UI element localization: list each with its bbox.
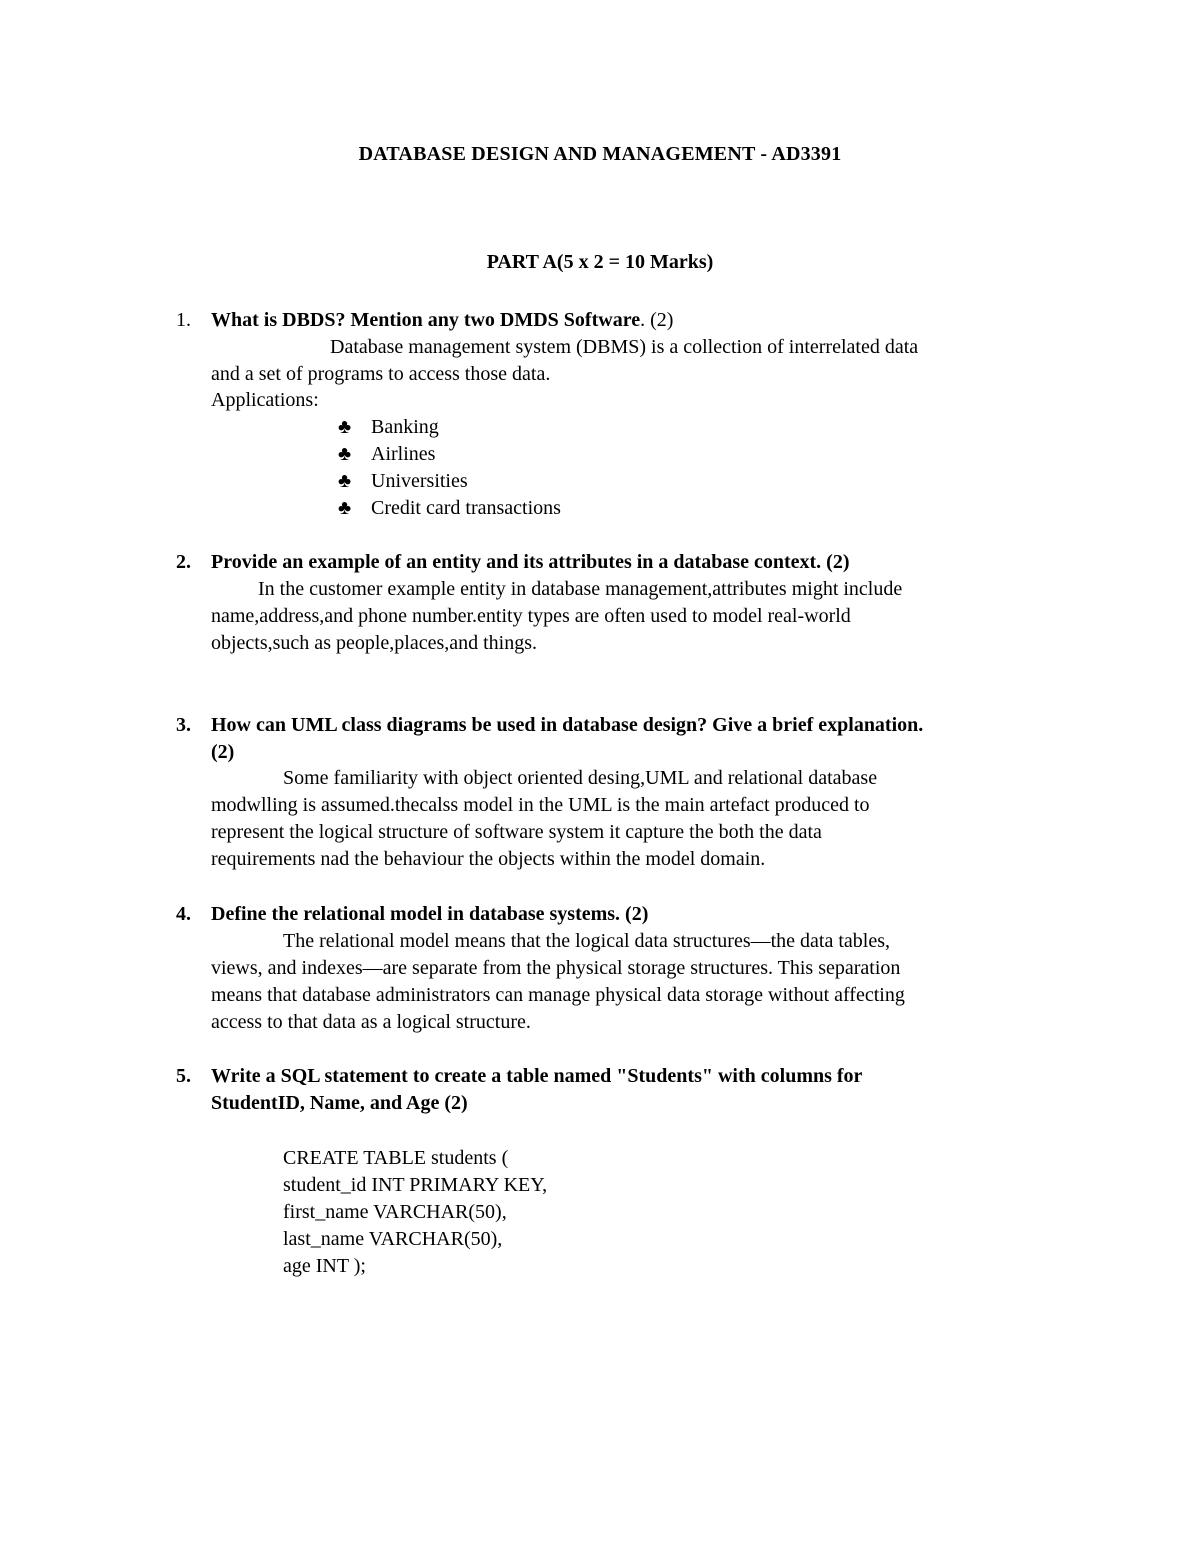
q2-answer-line: objects,such as people,places,and things. <box>211 632 538 654</box>
sql-code-line: last_name VARCHAR(50), <box>283 1228 503 1250</box>
q2-number: 2. <box>176 551 191 573</box>
application-item: Universities <box>371 470 468 492</box>
q3-answer-line: Some familiarity with object oriented desing,UML and relational database <box>283 767 878 789</box>
club-bullet-icon: ♣ <box>338 443 352 465</box>
sql-code-line: age INT ); <box>283 1255 366 1277</box>
q3-question-line: How can UML class diagrams be used in database design? Give a brief explanation. <box>211 714 924 736</box>
q1-answer-line: and a set of programs to access those data. <box>211 363 551 385</box>
q3-question-line: (2) <box>211 741 235 763</box>
sql-code-line: CREATE TABLE students ( <box>283 1147 509 1169</box>
q1-applications-label: Applications: <box>211 389 319 411</box>
document-title: DATABASE DESIGN AND MANAGEMENT - AD3391 <box>358 143 842 165</box>
q4-question: Define the relational model in database systems. (2) <box>211 903 649 925</box>
q5-question-line: Write a SQL statement to create a table named "Students" with columns for <box>211 1065 863 1087</box>
q4-answer-line: means that database administrators can manage physical data storage without affecting <box>211 984 905 1006</box>
q3-answer-line: represent the logical structure of software system it capture the both the data <box>211 821 822 843</box>
q4-answer-line: The relational model means that the logical data structures—the data tables, <box>283 930 891 952</box>
q1-marks: . (2) <box>640 309 674 331</box>
q2-answer-line: In the customer example entity in database management,attributes might include <box>258 578 903 600</box>
q2-question: Provide an example of an entity and its attributes in a database context. (2) <box>211 551 850 573</box>
q4-answer-line: access to that data as a logical structure. <box>211 1011 531 1033</box>
q3-answer-line: requirements nad the behaviour the objects within the model domain. <box>211 848 766 870</box>
q3-number: 3. <box>176 714 191 736</box>
part-heading: PART A(5 x 2 = 10 Marks) <box>486 251 714 273</box>
q4-answer-line: views, and indexes—are separate from the physical storage structures. This separation <box>211 957 901 979</box>
application-item: Airlines <box>371 443 436 465</box>
club-bullet-icon: ♣ <box>338 497 352 519</box>
q4-number: 4. <box>176 903 191 925</box>
application-item: Banking <box>371 416 439 438</box>
application-item: Credit card transactions <box>371 497 561 519</box>
q2-answer-line: name,address,and phone number.entity types are often used to model real-world <box>211 605 851 627</box>
sql-code-line: student_id INT PRIMARY KEY, <box>283 1174 548 1196</box>
q1-question-text: What is DBDS? Mention any two DMDS Software <box>211 309 641 331</box>
q1-answer-line: Database management system (DBMS) is a collection of interrelated data <box>330 336 919 358</box>
club-bullet-icon: ♣ <box>338 470 352 492</box>
q3-answer-line: modwlling is assumed.thecalss model in the UML is the main artefact produced to <box>211 794 870 816</box>
q1-question <box>211 307 673 334</box>
q5-question-line: StudentID, Name, and Age (2) <box>211 1092 468 1114</box>
q1-number: 1. <box>176 309 191 331</box>
q5-number: 5. <box>176 1065 191 1087</box>
sql-code-line: first_name VARCHAR(50), <box>283 1201 507 1223</box>
club-bullet-icon: ♣ <box>338 416 352 438</box>
